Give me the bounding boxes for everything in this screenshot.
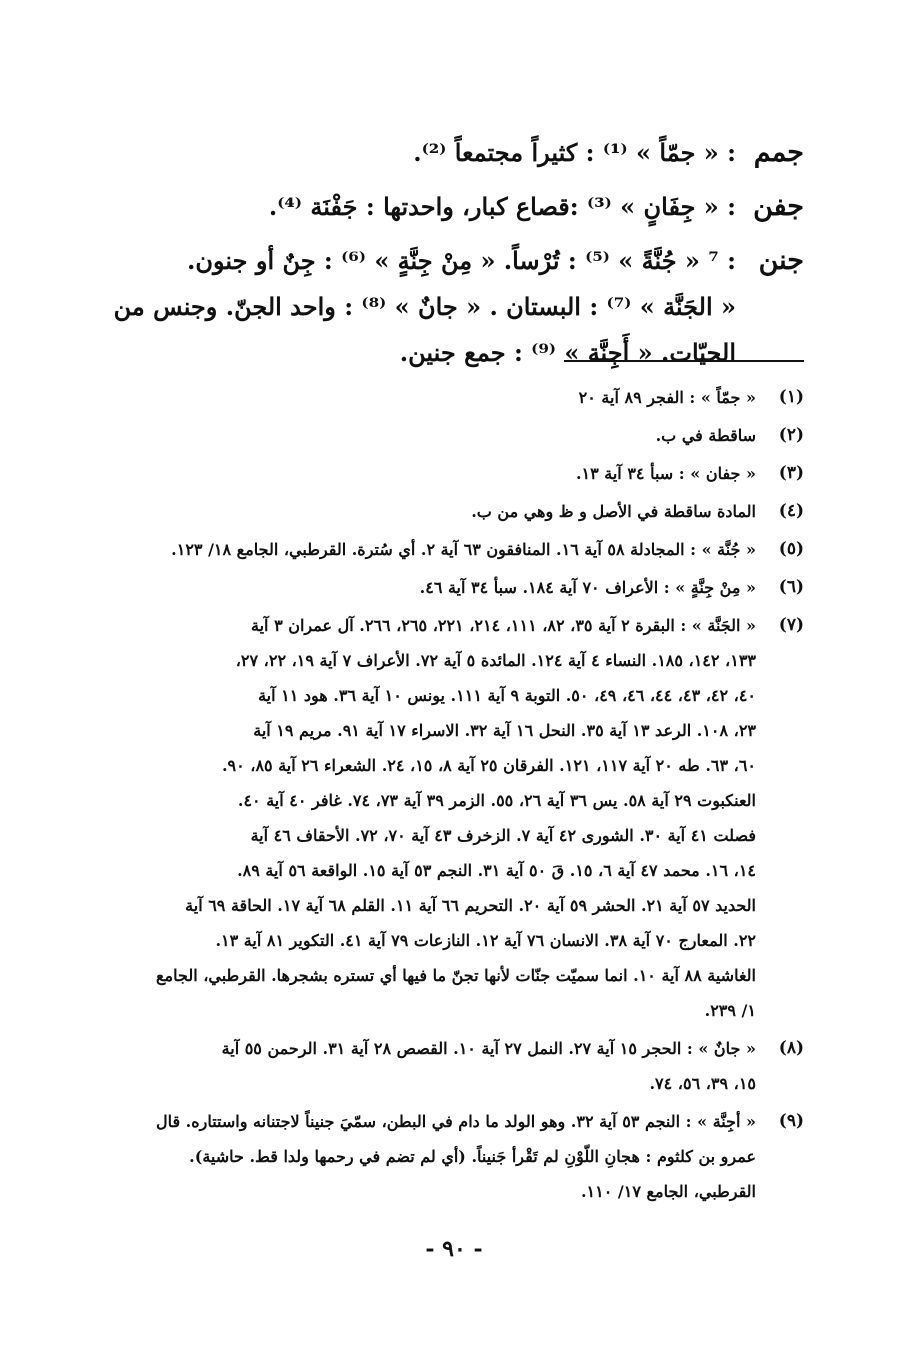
footnote-number: (٩) xyxy=(778,1111,804,1131)
footnote-item xyxy=(108,418,804,453)
footnotes xyxy=(108,380,804,1212)
footnote-number: (٤) xyxy=(778,501,804,521)
footnote-line: ١٥، ٣٩، ٥٦، ٧٤. xyxy=(649,1074,756,1093)
footnote-line: ٦٠، ٦٣. طه ٢٠ آية ١١٧، ١٢١. الفرقان ٢٥ آية ٨، ١٥، ٢٤. الشعراء ٢٦ آية ٨٥، ٩٠. xyxy=(221,756,756,775)
entry-line: الحيّات. « أَجِنَّة » ⁽⁹⁾ : جمع جنين. xyxy=(399,338,736,367)
footnote-text xyxy=(108,608,756,1028)
entry-line: : « جِفَانٍ » ⁽³⁾ :قصاع كبار، واحدتها : جَفْنَة ⁽⁴⁾. xyxy=(268,192,736,221)
entry-root-word: جمم xyxy=(753,137,804,168)
footnote-line: ١٤، ١٦. محمد ٤٧ آية ٦، ١٥. قَ ٥٠ آية ٣١. النجم ٥٣ آية ١٥. الواقعة ٥٦ آية ٨٩. xyxy=(237,861,756,880)
footnote-number: (٨) xyxy=(778,1038,804,1058)
footnote-line: « جانٌ » : الحجر ١٥ آية ٢٧. النمل ٢٧ آية ١٠. القصص ٢٨ آية ٣١. الرحمن ٥٥ آية xyxy=(221,1039,756,1058)
entry-root-word: جنن xyxy=(758,245,804,276)
footnote-number: (٢) xyxy=(778,425,804,445)
footnote-item xyxy=(108,608,804,1028)
footnote-line: ١/ ٢٣٩. xyxy=(704,1001,756,1020)
footnote-line: العنكبوت ٢٩ آية ٥٨. يس ٣٦ آية ٢٦، ٥٥. الزمر ٣٩ آية ٧٣، ٧٤. غافر ٤٠ آية ٤٠. xyxy=(237,791,756,810)
footnote-item xyxy=(108,532,804,567)
footnote-number: (٣) xyxy=(778,463,804,483)
footnote-line: ١٣٣، ١٤٢، ١٨٥. النساء ٤ آية ١٢٤. المائدة ٥ آية ٧٢. الأعراف ٧ آية ١٩، ٢٢، ٢٧، xyxy=(235,651,756,670)
entry-jnn xyxy=(104,238,804,376)
footnote-line: « جفان » : سبأ ٣٤ آية ١٣. xyxy=(575,464,756,483)
footnote-text xyxy=(108,494,756,529)
footnote-text xyxy=(108,1104,756,1209)
footnote-line: الحديد ٥٧ آية ٢١. الحشر ٥٩ آية ٢٠. التحريم ٦٦ آية ١١. القلم ٦٨ آية ١٧. الحاقة ٦٩ آية xyxy=(185,896,756,915)
footnote-number: (٥) xyxy=(778,539,804,559)
footnote-item xyxy=(108,380,804,415)
footnote-item xyxy=(108,494,804,529)
footnote-line: ٢٢. المعارج ٧٠ آية ٣٨. الانسان ٧٦ آية ١٢. النازعات ٧٩ آية ٤١. التكوير ٨١ آية ١٣. xyxy=(215,931,756,950)
entry-line: : « جمّاً » ⁽¹⁾ : كثيراً مجتمعاً ⁽²⁾. xyxy=(413,138,736,167)
footnote-line: فصلت ٤١ آية ٣٠. الشورى ٤٢ آية ٧. الزخرف ٤٣ آية ٧٠، ٧٢. الأحقاف ٤٦ آية xyxy=(250,826,756,845)
footnote-text xyxy=(108,418,756,453)
entry-definition xyxy=(104,130,736,176)
footnote-line: « جُنَّة » : المجادلة ٥٨ آية ١٦. المنافقون ٦٣ آية ٢. أي سُترة. القرطبي، الجامع ١٨/ ١٢٣. xyxy=(171,540,756,559)
footnote-item xyxy=(108,1031,804,1101)
footnote-number: (٦) xyxy=(778,577,804,597)
dictionary-entries xyxy=(104,130,804,384)
footnote-line: « جمّاً » : الفجر ٨٩ آية ٢٠ xyxy=(578,388,756,407)
footnote-line: « مِنْ جِنَّةٍ » : الأعراف ٧٠ آية ١٨٤. سبأ ٣٤ آية ٤٦. xyxy=(419,578,756,597)
footnote-line: ساقطة في ب. xyxy=(655,426,756,445)
footnote-line: ٤٠، ٤٢، ٤٣، ٤٤، ٤٦، ٤٩، ٥٠. التوبة ٩ آية ١١١. يونس ١٠ آية ٣٦. هود ١١ آية xyxy=(258,686,756,705)
footnote-text xyxy=(108,1031,756,1101)
entry-jfn xyxy=(104,184,804,230)
footnote-text xyxy=(108,380,756,415)
footnote-line: « الجَنَّة » : البقرة ٢ آية ٣٥، ٨٢، ١١١، ٢١٤، ٢٢١، ٢٦٥، ٢٦٦. آل عمران ٣ آية xyxy=(251,616,756,635)
entry-jmm xyxy=(104,130,804,176)
footnote-divider xyxy=(564,360,804,362)
footnote-item xyxy=(108,570,804,605)
footnote-number: (٧) xyxy=(778,615,804,635)
footnote-number: (١) xyxy=(778,387,804,407)
entry-line: : ⁷ « جُنَّةً » ⁽⁵⁾ : تُرْساً. « مِنْ جِنَّةٍ » ⁽⁶⁾ : جِنٌ أو جنون. xyxy=(187,246,736,275)
footnote-text xyxy=(108,456,756,491)
footnote-line: « أجِنَّة » : النجم ٥٣ آية ٣٢. وهو الولد ما دام في البطن، سمّيَ جنيناً لاجتنانه واستتاره. قال xyxy=(155,1112,756,1131)
entry-definition xyxy=(104,238,736,376)
footnote-line: المادة ساقطة في الأصل و ظ وهي من ب. xyxy=(471,502,756,521)
footnote-line: الغاشية ٨٨ آية ١٠. انما سميّت جنّات لأنها تجنّ ما فيها أي تستره بشجرها. القرطبي، الجامع xyxy=(156,966,756,985)
entry-root-word: جفن xyxy=(753,191,804,222)
footnote-text xyxy=(108,570,756,605)
entry-line: « الجَنَّة » ⁽⁷⁾ : البستان . « جانٌ » ⁽⁸⁾ : واحد الجنّ. وجنس من xyxy=(113,292,736,321)
footnote-line: ٢٣، ١٠٨. الرعد ١٣ آية ٣٥. النحل ١٦ آية ٣٢. الاسراء ١٧ آية ٩١. مريم ١٩ آية xyxy=(253,721,756,740)
footnote-line: عمرو بن كلثوم : هجانِ اللّوْنِ لم تَقْرأ جَنيناً. (أي لم تضم في رحمها ولدا قط. حاشية). xyxy=(189,1147,756,1166)
footnote-line: القرطبي، الجامع ١٧/ ١١٠. xyxy=(580,1182,756,1201)
entry-definition xyxy=(104,184,736,230)
footnote-item xyxy=(108,456,804,491)
footnote-text xyxy=(108,532,756,567)
page-number: - ٩٠ - xyxy=(425,1236,483,1262)
footnote-item xyxy=(108,1104,804,1209)
